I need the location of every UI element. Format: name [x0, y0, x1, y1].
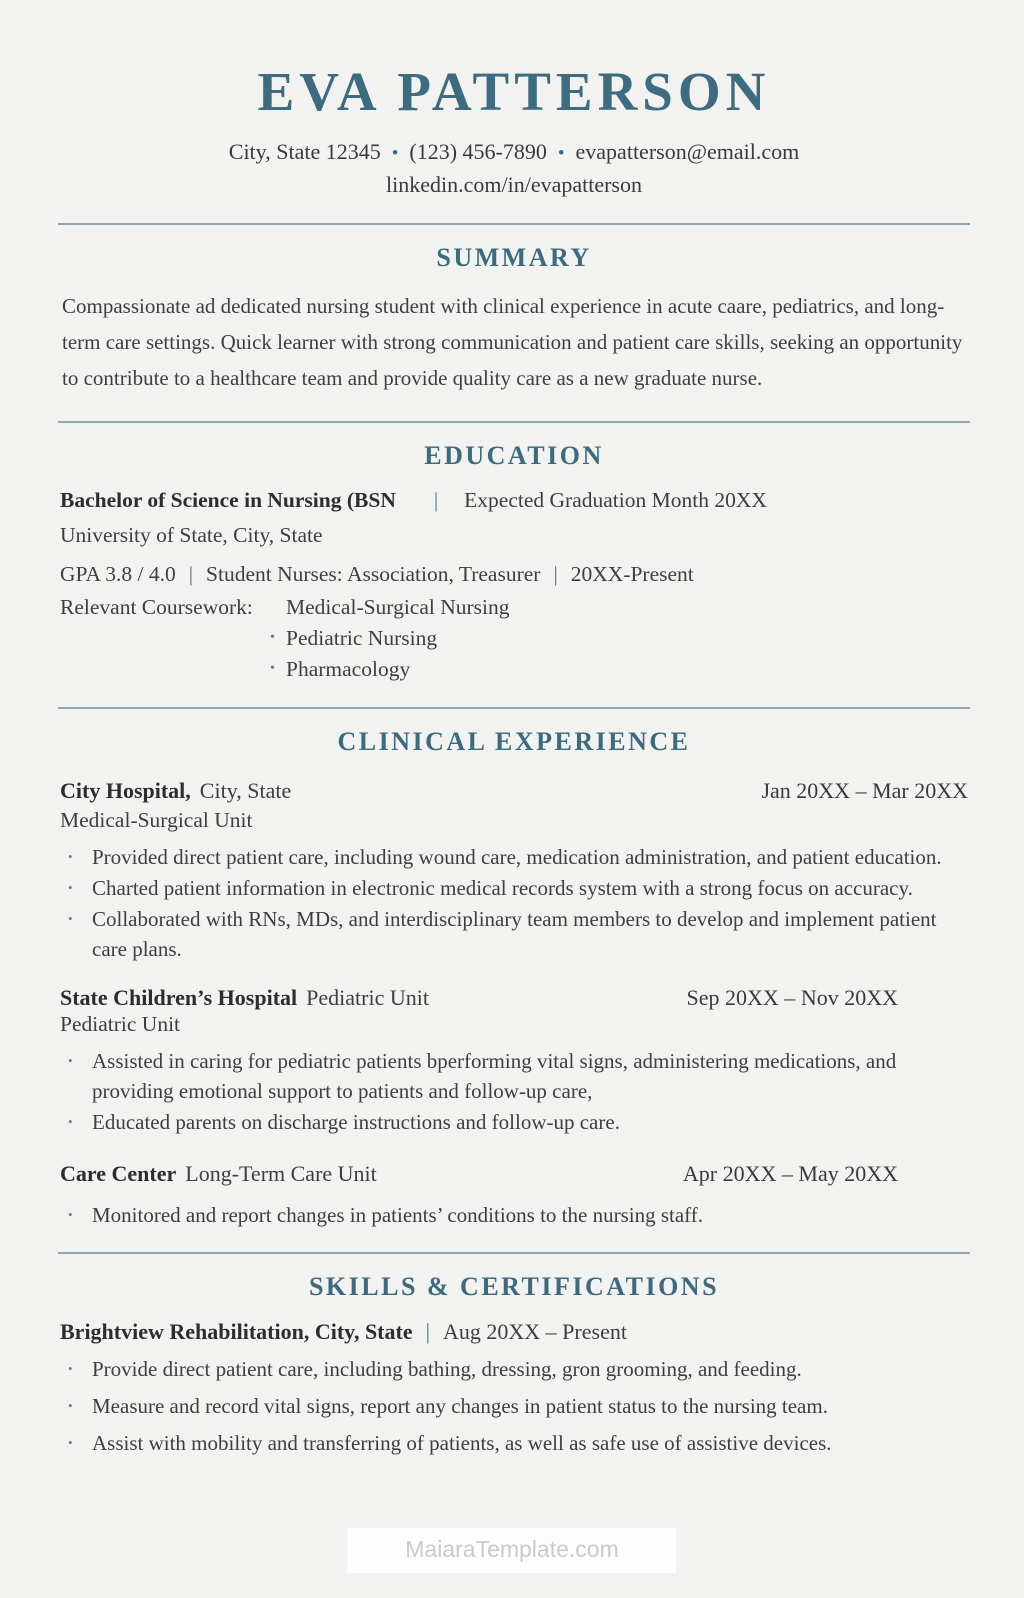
education-degree-row [60, 488, 968, 513]
pipe-separator: | [433, 487, 439, 512]
list-item [60, 1107, 968, 1137]
coursework-label: Relevant Coursework: [60, 594, 253, 619]
experience-entry-header [60, 985, 968, 1011]
candidate-name: EVA PATTERSON [257, 61, 771, 122]
contact-line [60, 139, 968, 165]
bullet-icon: • [68, 1052, 73, 1068]
bullet-icon: • [68, 1397, 73, 1413]
experience-bullet-list [60, 842, 968, 964]
bullet-icon: • [270, 660, 275, 676]
bullet-icon: • [68, 910, 73, 926]
pipe-separator: | [553, 561, 558, 586]
employer-name: Care Center [60, 1160, 177, 1186]
skills-bullet-list [60, 1354, 968, 1458]
experience-dates: Jan 20XX – Mar 20XX [761, 777, 968, 803]
employer-name: State Children’s Hospital [60, 984, 298, 1010]
experience-title [60, 1161, 377, 1187]
experience-unit: Medical-Surgical Unit [60, 807, 253, 832]
list-item [60, 904, 968, 964]
list-item [60, 1391, 968, 1421]
experience-heading: CLINICAL EXPERIENCE [337, 726, 691, 756]
list-item [60, 1428, 968, 1458]
resume-page [0, 62, 1024, 1598]
contact-email: evapatterson@email.com [575, 138, 800, 164]
experience-title [60, 778, 291, 804]
list-item [60, 1046, 968, 1106]
experience-unit: Pediatric Unit [60, 1011, 181, 1036]
bullet-text: Assisted in caring for pediatric patients bperforming vital signs, administering medications, and providing emotional support to patients and follow-up care, [92, 1048, 897, 1103]
experience-dates: Apr 20XX – May 20XX [682, 1160, 898, 1186]
experience-entry-header [60, 1161, 968, 1187]
dot-separator-icon: • [557, 142, 565, 164]
coursework-list-item [270, 626, 968, 651]
list-item [60, 873, 968, 903]
pipe-separator: | [425, 1318, 431, 1344]
bullet-icon: • [68, 1113, 73, 1129]
bullet-text: Collaborated with RNs, MDs, and interdisciplinary team members to develop and implement patient care plans. [92, 906, 937, 961]
bullet-text: Provided direct patient care, including wound care, medication administration, and patient education. [92, 844, 942, 869]
skills-dates: Aug 20XX – Present [443, 1318, 627, 1344]
bullet-icon: • [68, 848, 73, 864]
bullet-icon: • [68, 879, 73, 895]
contact-location: City, State 12345 [228, 138, 381, 164]
employer-location: City, State [199, 777, 292, 803]
bullet-text: Charted patient information in electronic medical records system with a strong focus on accuracy. [92, 875, 913, 900]
coursework-item: Pharmacology [286, 656, 411, 681]
bullet-icon: • [68, 1206, 73, 1222]
skills-heading: SKILLS & CERTIFICATIONS [308, 1271, 720, 1301]
activity-dates: 20XX-Present [570, 561, 694, 586]
education-heading: EDUCATION [424, 440, 604, 470]
coursework-item: Medical-Surgical Nursing [286, 594, 510, 619]
dot-separator-icon: • [391, 142, 399, 164]
bullet-text: Provide direct patient care, including bathing, dressing, gron grooming, and feeding. [92, 1356, 802, 1381]
education-gpa-row [60, 562, 968, 587]
template-watermark: MaiaraTemplate.com [347, 1528, 676, 1573]
list-item [60, 1200, 968, 1230]
bullet-text: Assist with mobility and transferring of patients, as well as safe use of assistive devices. [92, 1430, 832, 1455]
experience-title [60, 985, 429, 1011]
bullet-text: Educated parents on discharge instructions and follow-up care. [92, 1109, 620, 1134]
employer-name: Brightview Rehabilitation, City, State [60, 1318, 413, 1344]
summary-heading: SUMMARY [436, 242, 592, 272]
coursework-list-item [270, 657, 968, 682]
education-school: University of State, City, State [60, 522, 323, 547]
experience-dates: Sep 20XX – Nov 20XX [686, 984, 898, 1010]
student-activity: Student Nurses: Association, Treasurer [206, 561, 541, 586]
experience-bullet-list [60, 1046, 968, 1137]
bullet-icon: • [68, 1360, 73, 1376]
gpa-value: GPA 3.8 / 4.0 [60, 561, 176, 586]
contact-linkedin: linkedin.com/in/evapatterson [386, 171, 642, 197]
employer-name: City Hospital, [60, 777, 191, 803]
bullet-icon: • [68, 1434, 73, 1450]
coursework-row [60, 595, 968, 620]
employer-unit: Long-Term Care Unit [185, 1160, 377, 1186]
section-divider [58, 707, 970, 709]
experience-bullet-list [60, 1200, 968, 1230]
bullet-text: Monitored and report changes in patients’ conditions to the nursing staff. [92, 1202, 704, 1227]
employer-unit: Pediatric Unit [306, 984, 429, 1010]
pipe-separator: | [188, 561, 194, 586]
skills-entry-header [60, 1319, 968, 1345]
summary-text: Compassionate ad dedicated nursing student with clinical experience in acute caare, pediatrics, and long-term care settings. Quick learner with strong communication and patient care skills, seeking an opportunity to contribute to a healthcare team and provide quality care as a new graduate nurse. [62, 293, 963, 390]
contact-phone: (123) 456-7890 [409, 138, 547, 164]
section-divider [58, 421, 970, 423]
coursework-item: Pediatric Nursing [286, 625, 438, 650]
experience-entry-header [60, 778, 968, 804]
bullet-text: Measure and record vital signs, report any changes in patient status to the nursing team. [92, 1393, 828, 1418]
list-item [60, 1354, 968, 1384]
section-divider [58, 1252, 970, 1254]
degree-name: Bachelor of Science in Nursing (BSN [60, 487, 396, 512]
bullet-icon: • [270, 629, 275, 645]
section-divider [58, 223, 970, 225]
graduation-date: Expected Graduation Month 20XX [464, 487, 767, 512]
list-item [60, 842, 968, 872]
